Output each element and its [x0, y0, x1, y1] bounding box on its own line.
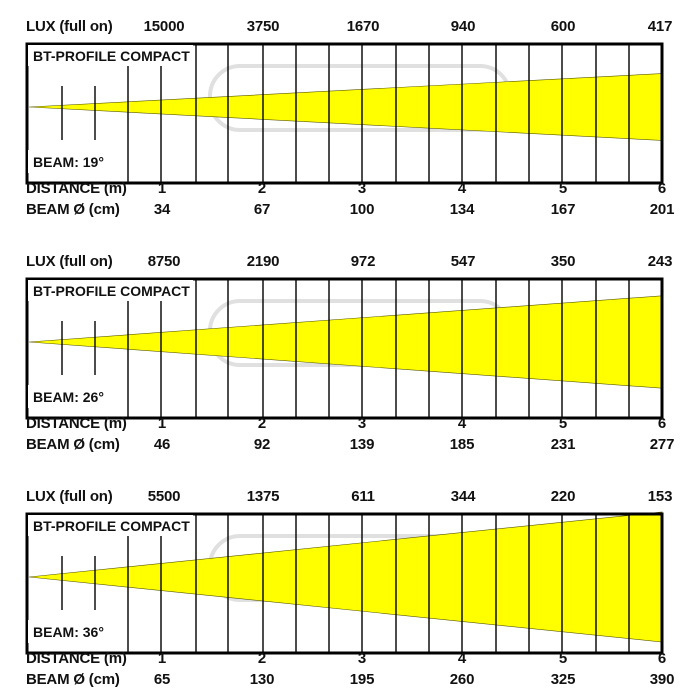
model-label: BT-PROFILE COMPACT	[33, 518, 190, 534]
lux-value: 1670	[346, 18, 380, 35]
distance-value: 2	[257, 650, 267, 667]
beam-diameter-value: 390	[649, 671, 675, 688]
beam-diameter-value: 46	[153, 436, 171, 453]
lux-value: 350	[550, 253, 576, 270]
lux-value: 15000	[143, 18, 185, 35]
beam-diameter-value: 130	[249, 671, 275, 688]
lux-value: 5500	[147, 488, 181, 505]
lux-value: 972	[350, 253, 376, 270]
lux-value: 243	[647, 253, 673, 270]
beam-diameter-value: 167	[550, 201, 576, 218]
lux-label: LUX (full on)	[26, 488, 113, 505]
beam-diameter-value: 185	[449, 436, 475, 453]
distance-value: 1	[157, 180, 167, 197]
beam-diameter-value: 67	[253, 201, 271, 218]
lux-value: 153	[647, 488, 673, 505]
distance-value: 1	[157, 415, 167, 432]
distance-value: 3	[357, 415, 367, 432]
beam-diameter-value: 134	[449, 201, 475, 218]
distance-value: 3	[357, 180, 367, 197]
distance-label: DISTANCE (m)	[26, 180, 127, 197]
distance-value: 1	[157, 650, 167, 667]
distance-label: DISTANCE (m)	[26, 415, 127, 432]
lux-value: 611	[351, 488, 375, 505]
lux-value: 3750	[246, 18, 280, 35]
distance-value: 6	[657, 180, 667, 197]
beam-panel-36	[0, 488, 700, 693]
beam-cone	[29, 296, 662, 388]
lux-value: 220	[550, 488, 576, 505]
distance-value: 6	[657, 650, 667, 667]
lux-value: 1375	[246, 488, 280, 505]
lux-label: LUX (full on)	[26, 18, 113, 35]
beam-panel-19	[0, 18, 700, 223]
beam-diameter-value: 100	[349, 201, 375, 218]
beam-diameter-value: 92	[253, 436, 271, 453]
distance-value: 4	[457, 650, 467, 667]
beam-angle-label: BEAM: 19°	[33, 154, 104, 170]
beam-diameter-value: 325	[550, 671, 576, 688]
lux-value: 2190	[246, 253, 280, 270]
distance-value: 4	[457, 415, 467, 432]
distance-label: DISTANCE (m)	[26, 650, 127, 667]
lux-label: LUX (full on)	[26, 253, 113, 270]
distance-value: 5	[558, 415, 568, 432]
lux-value: 547	[450, 253, 476, 270]
beam-diameter-value: 231	[550, 436, 576, 453]
beam-angle-label: BEAM: 26°	[33, 389, 104, 405]
lux-value: 8750	[147, 253, 181, 270]
beam-diameter-value: 139	[349, 436, 375, 453]
distance-value: 2	[257, 180, 267, 197]
lens-lines	[62, 321, 95, 375]
beam-diameter-value: 201	[649, 201, 675, 218]
beam-diameter-label: BEAM Ø (cm)	[26, 436, 120, 453]
beam-diameter-value: 65	[153, 671, 171, 688]
lux-value: 417	[647, 18, 673, 35]
distance-value: 3	[357, 650, 367, 667]
beam-diameter-value: 34	[153, 201, 171, 218]
distance-value: 5	[558, 650, 568, 667]
model-label: BT-PROFILE COMPACT	[33, 48, 190, 64]
beam-diameter-value: 195	[349, 671, 375, 688]
model-label: BT-PROFILE COMPACT	[33, 283, 190, 299]
beam-diameter-value: 260	[449, 671, 475, 688]
beam-diameter-label: BEAM Ø (cm)	[26, 671, 120, 688]
beam-panel-26	[0, 253, 700, 458]
distance-value: 2	[257, 415, 267, 432]
lux-value: 600	[550, 18, 576, 35]
distance-value: 5	[558, 180, 568, 197]
lens-lines	[62, 86, 95, 140]
distance-value: 6	[657, 415, 667, 432]
lux-value: 940	[450, 18, 476, 35]
distance-value: 4	[457, 180, 467, 197]
beam-diameter-label: BEAM Ø (cm)	[26, 201, 120, 218]
beam-diameter-value: 277	[649, 436, 675, 453]
lux-value: 344	[450, 488, 476, 505]
beam-angle-label: BEAM: 36°	[33, 624, 104, 640]
